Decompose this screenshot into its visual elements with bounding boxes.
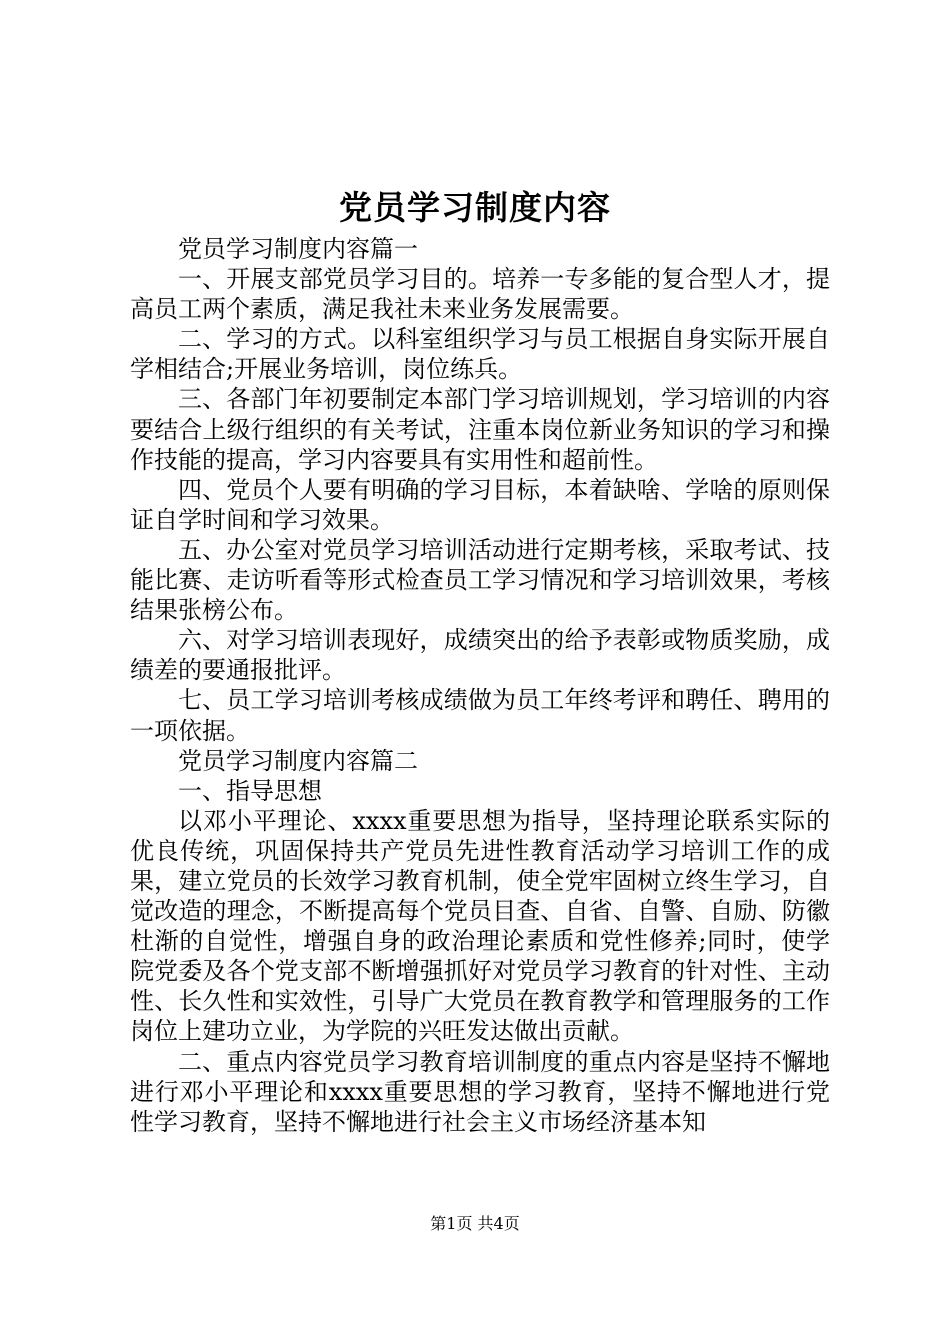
- document-body: [130, 234, 830, 1137]
- paragraph: 二、学习的方式。以科室组织学习与员工根据自身实际开展自学相结合;开展业务培训，岗位练兵。: [130, 325, 830, 384]
- document-title: 党员学习制度内容: [339, 188, 611, 227]
- paragraph: 五、办公室对党员学习培训活动进行定期考核，采取考试、技能比赛、走访听看等形式检查员工学习情况和学习培训效果，考核结果张榜公布。: [130, 535, 830, 625]
- paragraph: 三、各部门年初要制定本部门学习培训规划，学习培训的内容要结合上级行组织的有关考试，注重本岗位新业务知识的学习和操作技能的提高，学习内容要具有实用性和超前性。: [130, 385, 830, 474]
- paragraph: 以邓小平理论、xxxx重要思想为指导，坚持理论联系实际的优良传统，巩固保持共产党员先进性教育活动学习培训工作的成果，建立党员的长效学习教育机制，使全党牢固树立终生学习，自觉改造的理念，不断提高每个党员目查、自省、自警、自励、防徽杜渐的自觉性，增强自身的政治理论素质和党性修养;同时，使学院党委及各个党支部不断增强抓好对党员学习教育的针对性、主动性、长久性和实效性，引导广大党员在教育教学和管理服务的工作岗位上建功立业，为学院的兴旺发达做出贡献。: [130, 806, 830, 1046]
- paragraph: 二、重点内容党员学习教育培训制度的重点内容是坚持不懈地进行邓小平理论和xxxx重要思想的学习教育，坚持不懈地进行党性学习教育，坚持不懈地进行社会主义市场经济基本知: [130, 1047, 830, 1136]
- heading-part-one: 党员学习制度内容篇一: [178, 235, 418, 263]
- paragraph: 六、对学习培训表现好，成绩突出的给予表彰或物质奖励，成绩差的要通报批评。: [130, 626, 830, 685]
- paragraph: 七、员工学习培训考核成绩做为员工年终考评和聘任、聘用的一项依据。: [130, 686, 830, 745]
- page-footer: 第1页 共4页: [430, 1214, 520, 1233]
- paragraph: 四、党员个人要有明确的学习目标，本着缺啥、学啥的原则保证自学时间和学习效果。: [130, 475, 830, 534]
- heading-part-two: 党员学习制度内容篇二: [178, 746, 418, 775]
- paragraph: 一、开展支部党员学习目的。培养一专多能的复合型人才，提高员工两个素质，满足我社未来业务发展需要。: [130, 265, 830, 324]
- section-heading: 一、指导思想: [178, 776, 322, 805]
